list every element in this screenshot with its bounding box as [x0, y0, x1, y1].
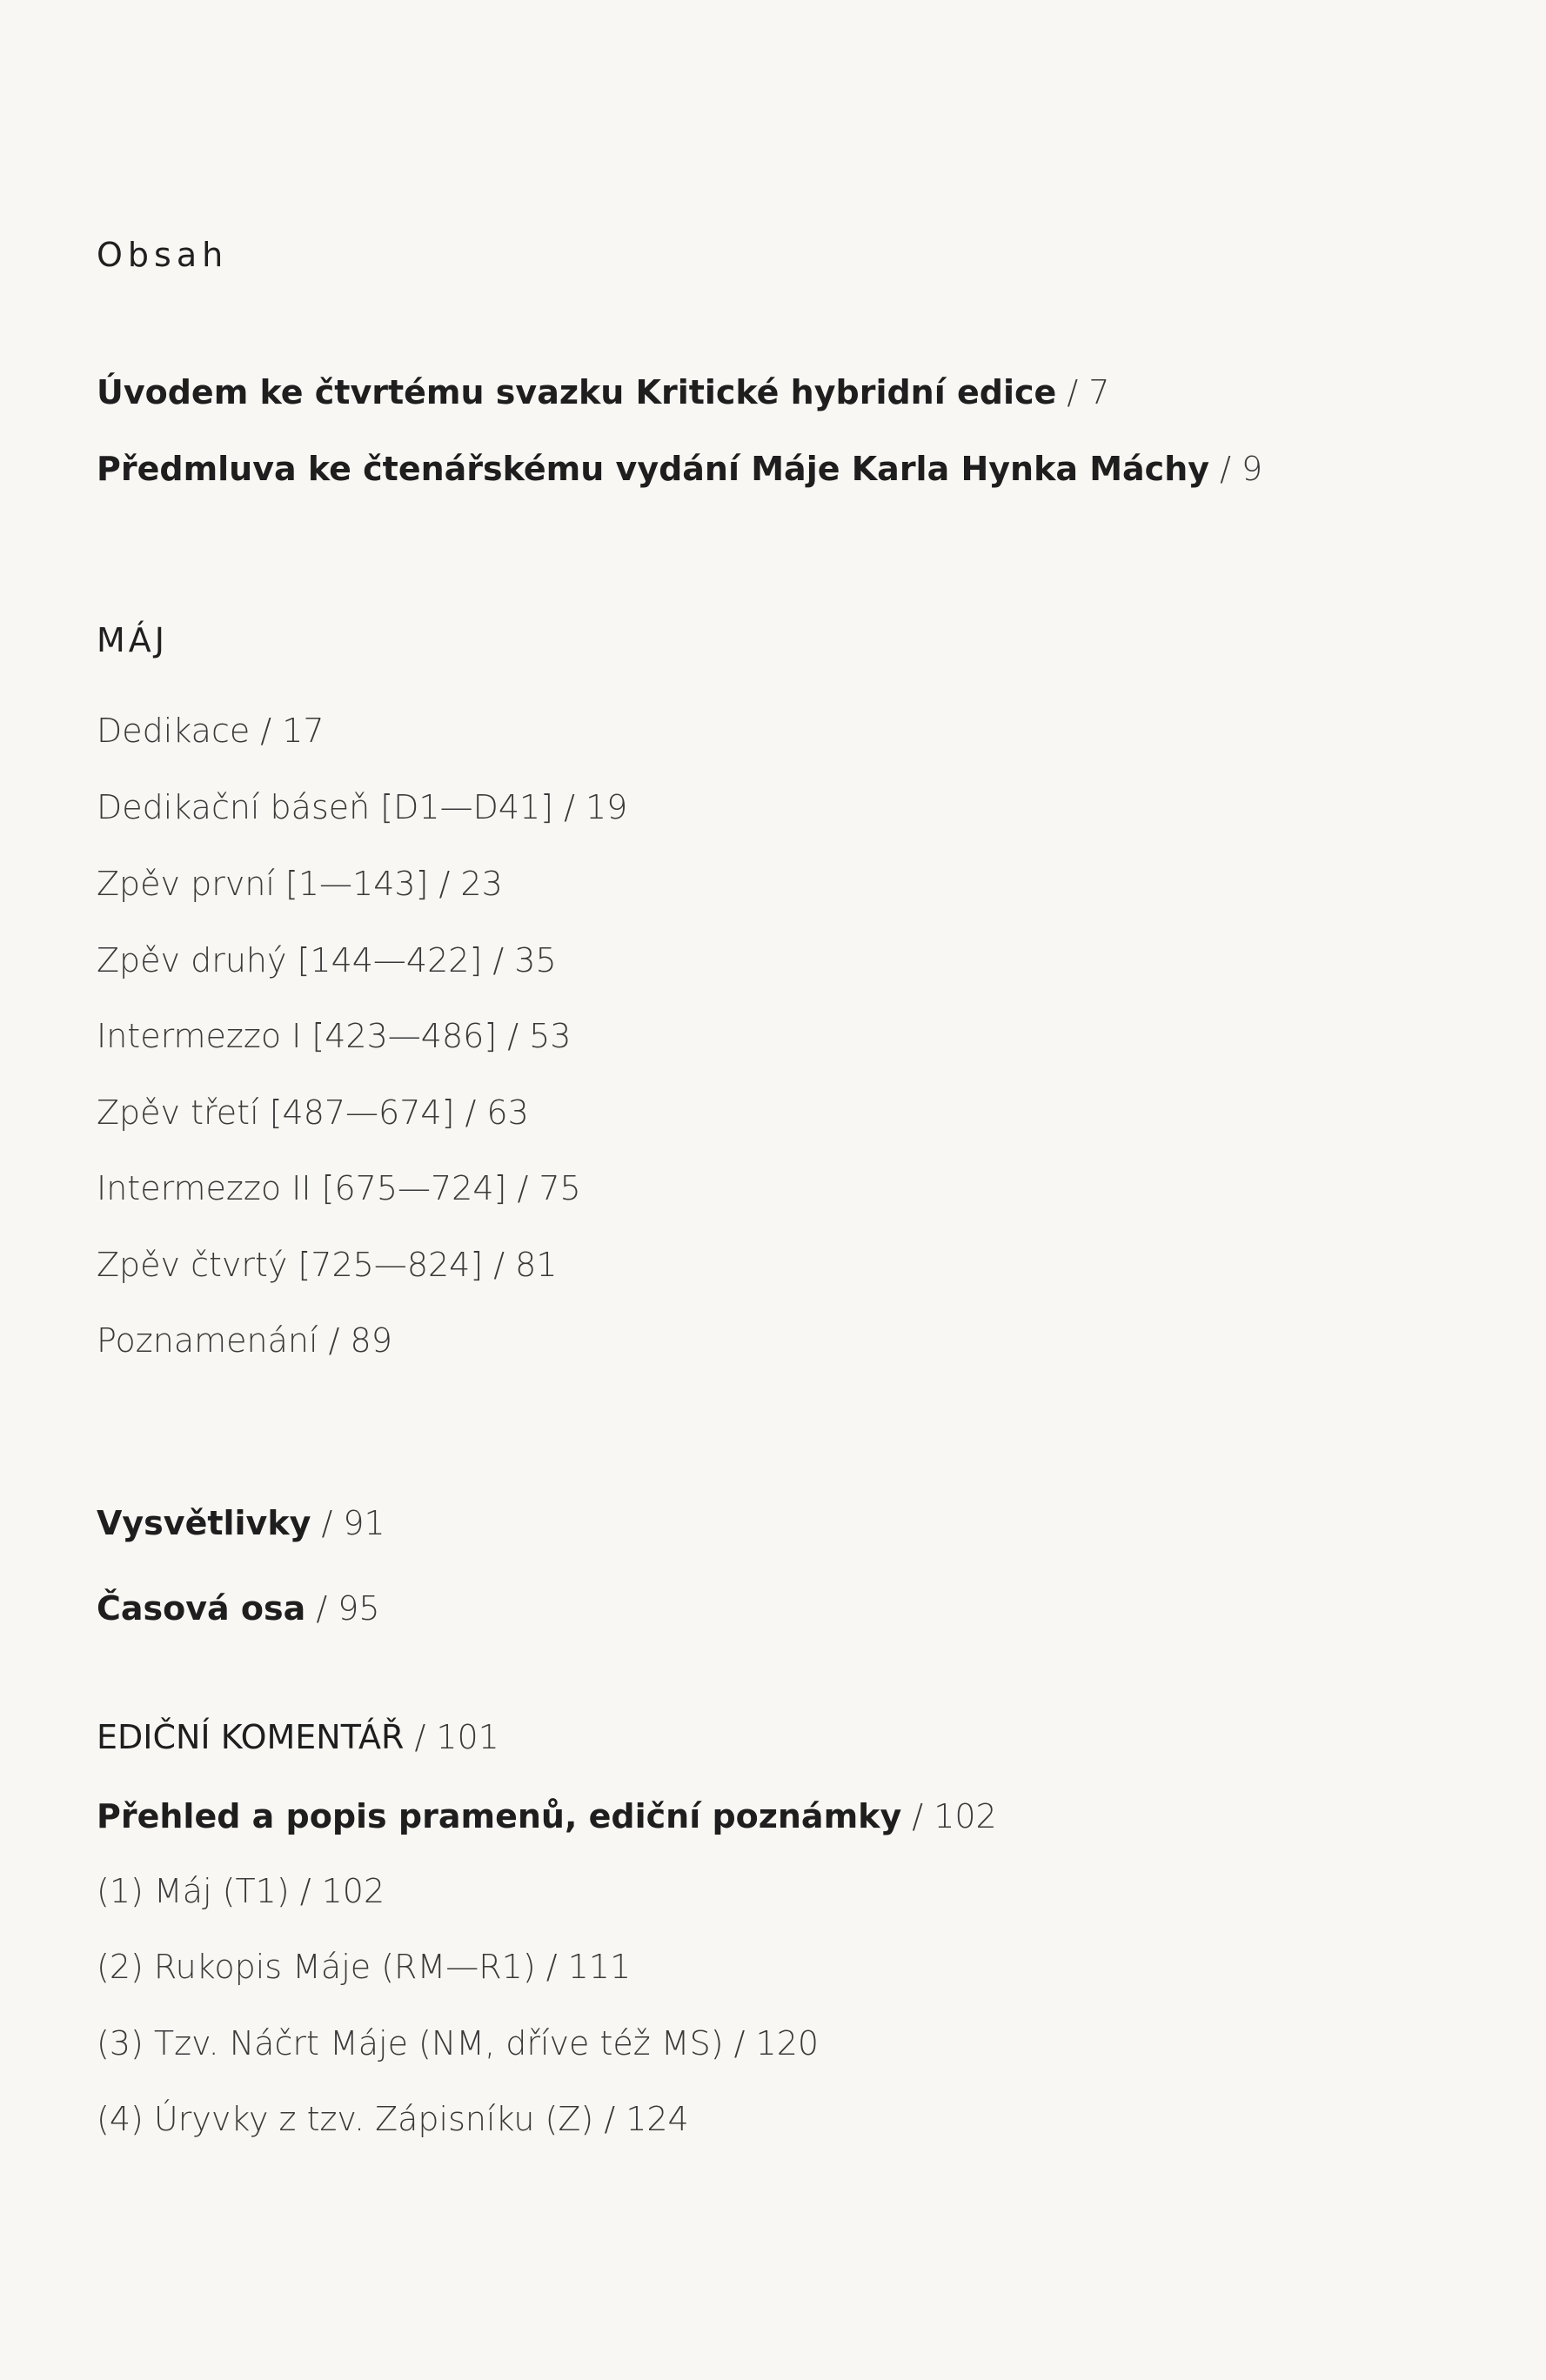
- toc-entry-title: Zpěv čtvrtý [725—824]: [97, 1246, 484, 1284]
- toc-entry-separator: /: [1056, 373, 1089, 411]
- toc-entry-source-2[interactable]: [97, 1947, 631, 1987]
- toc-entry-zpev-druhy[interactable]: [97, 940, 557, 980]
- toc-entry-page: 81: [515, 1246, 558, 1284]
- toc-entry-page: 75: [539, 1169, 581, 1207]
- toc-entry-title: Vysvětlivky: [97, 1504, 311, 1542]
- toc-entry-title: EDIČNÍ KOMENTÁŘ: [97, 1718, 405, 1756]
- toc-entry-separator: /: [1209, 450, 1241, 488]
- toc-entry-title: Dedikační báseň [D1—D41]: [97, 788, 554, 826]
- toc-entry-prehled-pramenu[interactable]: [97, 1796, 997, 1836]
- toc-entry-title: (3) Tzv. Náčrt Máje (NM, dříve též MS): [97, 2024, 724, 2062]
- toc-entry-separator: /: [305, 1589, 338, 1628]
- toc-entry-page: 102: [321, 1872, 385, 1910]
- toc-entry-page: 124: [626, 2100, 689, 2138]
- toc-entry-separator: /: [497, 1017, 530, 1055]
- toc-entry-title: Zpěv první [1—143]: [97, 865, 429, 903]
- toc-entry-page: 95: [338, 1589, 380, 1628]
- toc-entry-separator: /: [318, 1321, 351, 1360]
- toc-entry-intro[interactable]: [97, 372, 1109, 412]
- toc-entry-page: 63: [486, 1093, 529, 1132]
- toc-entry-separator: /: [483, 1246, 516, 1284]
- toc-entry-source-4[interactable]: [97, 2099, 689, 2139]
- toc-entry-title: Přehled a popis pramenů, ediční poznámky: [97, 1797, 902, 1835]
- toc-entry-edicni-komentar[interactable]: [97, 1717, 499, 1757]
- toc-entry-source-1[interactable]: [97, 1871, 385, 1911]
- toc-entry-intermezzo-1[interactable]: [97, 1016, 571, 1056]
- toc-entry-title: Předmluva ke čtenářskému vydání Máje Karla Hynka Máchy: [97, 450, 1210, 488]
- toc-entry-page: 9: [1241, 450, 1263, 488]
- toc-entry-page: 19: [585, 788, 628, 826]
- toc-entry-casova-osa[interactable]: [97, 1588, 380, 1628]
- toc-entry-zpev-prvni[interactable]: [97, 864, 503, 904]
- toc-entry-separator: /: [428, 865, 461, 903]
- toc-entry-page: 102: [934, 1797, 997, 1835]
- toc-entry-page: 35: [514, 941, 557, 979]
- toc-entry-title: Zpěv druhý [144—422]: [97, 941, 483, 979]
- toc-heading: Obsah: [97, 236, 229, 274]
- toc-entry-separator: /: [482, 941, 515, 979]
- toc-entry-separator: /: [593, 2100, 626, 2138]
- toc-entry-title: (2) Rukopis Máje (RM—R1): [97, 1948, 536, 1986]
- toc-entry-zpev-ctvrty[interactable]: [97, 1245, 558, 1285]
- toc-entry-separator: /: [535, 1948, 568, 1986]
- toc-entry-page: 7: [1088, 373, 1110, 411]
- toc-entry-separator: /: [723, 2024, 756, 2062]
- toc-entry-page: 89: [350, 1321, 392, 1360]
- toc-entry-vysvetlivky[interactable]: [97, 1503, 385, 1543]
- section-title-maj: MÁJ: [97, 621, 168, 659]
- toc-entry-page: 111: [567, 1948, 632, 1986]
- toc-entry-page: 101: [436, 1718, 499, 1756]
- toc-entry-title: Intermezzo II [675—724]: [97, 1169, 507, 1207]
- toc-entry-page: 17: [282, 712, 325, 750]
- toc-entry-dedikacni-basen[interactable]: [97, 787, 627, 827]
- toc-entry-separator: /: [901, 1797, 934, 1835]
- toc-entry-intermezzo-2[interactable]: [97, 1168, 581, 1208]
- toc-entry-dedikace[interactable]: [97, 711, 325, 751]
- toc-entry-separator: /: [454, 1093, 487, 1132]
- toc-entry-title: Zpěv třetí [487—674]: [97, 1093, 455, 1132]
- toc-entry-page: 53: [529, 1017, 572, 1055]
- toc-entry-separator: /: [250, 712, 283, 750]
- toc-entry-title: Úvodem ke čtvrtému svazku Kritické hybridní edice: [97, 373, 1057, 411]
- toc-entry-title: Časová osa: [97, 1589, 306, 1628]
- toc-entry-title: Intermezzo I [423—486]: [97, 1017, 498, 1055]
- toc-entry-source-3[interactable]: [97, 2023, 819, 2063]
- toc-entry-separator: /: [553, 788, 586, 826]
- toc-entry-page: 120: [755, 2024, 820, 2062]
- toc-entry-separator: /: [404, 1718, 437, 1756]
- toc-entry-page: 23: [460, 865, 503, 903]
- toc-entry-separator: /: [289, 1872, 322, 1910]
- toc-entry-separator: /: [506, 1169, 539, 1207]
- toc-entry-poznamenani[interactable]: [97, 1320, 392, 1360]
- toc-entry-page: 91: [343, 1504, 385, 1542]
- toc-entry-title: Poznamenání: [97, 1321, 318, 1360]
- toc-entry-separator: /: [311, 1504, 344, 1542]
- toc-entry-zpev-treti[interactable]: [97, 1093, 529, 1133]
- toc-entry-title: Dedikace: [97, 712, 251, 750]
- toc-entry-preface[interactable]: [97, 449, 1262, 489]
- toc-entry-title: (4) Úryvky z tzv. Zápisníku (Z): [97, 2100, 594, 2138]
- toc-entry-title: (1) Máj (T1): [97, 1872, 290, 1910]
